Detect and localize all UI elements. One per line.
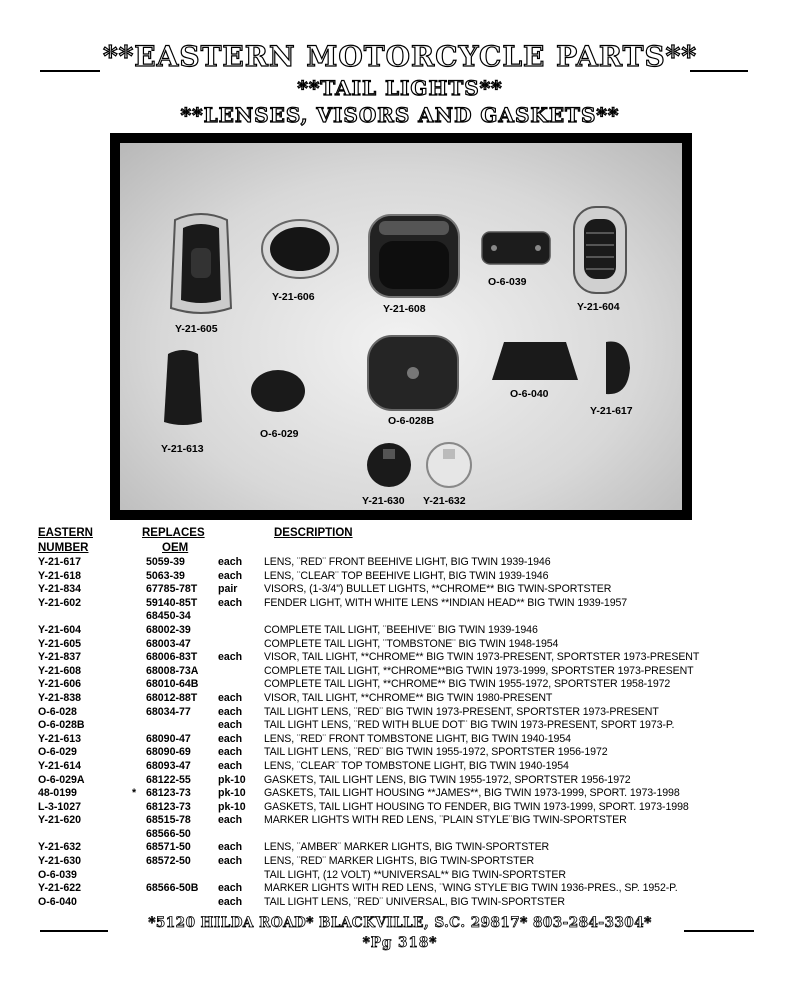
photo-label-y-21-617: Y-21-617 bbox=[590, 405, 633, 417]
part-flag bbox=[132, 869, 146, 883]
part-number: O-6-039 bbox=[38, 868, 77, 881]
table-row bbox=[38, 733, 699, 747]
table-row bbox=[38, 706, 699, 720]
table-row bbox=[38, 624, 699, 638]
oem-number: 68010-64B bbox=[146, 678, 199, 691]
part-number: Y-21-608 bbox=[38, 664, 81, 677]
oem-number: 68123-73 bbox=[146, 800, 191, 813]
unit bbox=[218, 828, 264, 842]
oem-number: 68093-47 bbox=[146, 759, 191, 772]
unit: each bbox=[218, 746, 243, 759]
part-number bbox=[38, 828, 132, 842]
part-flag bbox=[132, 855, 146, 869]
part-flag bbox=[132, 597, 146, 611]
photo-label-o-6-039: O-6-039 bbox=[488, 276, 527, 288]
part-number: Y-21-605 bbox=[38, 637, 81, 650]
part-flag bbox=[132, 719, 146, 733]
unit: each bbox=[218, 855, 243, 868]
part-flag bbox=[132, 624, 146, 638]
oem-number: 68450-34 bbox=[146, 610, 191, 623]
part-image-y-21-605 bbox=[165, 208, 237, 318]
part-number: Y-21-630 bbox=[38, 855, 81, 868]
part-flag bbox=[132, 678, 146, 692]
oem-number: 68566-50 bbox=[146, 827, 191, 840]
unit: each bbox=[218, 596, 243, 609]
part-flag bbox=[132, 556, 146, 570]
part-flag bbox=[132, 841, 146, 855]
part-image-y-21-606 bbox=[260, 218, 340, 280]
oem-number bbox=[146, 719, 218, 733]
footer-address: *5120 HILDA ROAD* BLACKVILLE, S.C. 29817* 803-284-3304* bbox=[148, 915, 652, 931]
unit: each bbox=[218, 719, 243, 732]
part-number: O-6-029A bbox=[38, 773, 85, 786]
unit: each bbox=[218, 895, 243, 908]
table-row bbox=[38, 719, 699, 733]
table-row bbox=[38, 801, 699, 815]
description: COMPLETE TAIL LIGHT, ¨BEEHIVE¨ BIG TWIN 1939-1946 bbox=[264, 623, 538, 636]
part-flag bbox=[132, 828, 146, 842]
oem-number: 68002-39 bbox=[146, 623, 191, 636]
oem-number: 68012-88T bbox=[146, 691, 198, 704]
part-flag bbox=[132, 651, 146, 665]
unit: pk-10 bbox=[218, 800, 246, 813]
part-number: O-6-028 bbox=[38, 705, 77, 718]
unit: each bbox=[218, 569, 243, 582]
photo-label-y-21-605: Y-21-605 bbox=[175, 323, 218, 335]
description: GASKETS, TAIL LIGHT LENS, BIG TWIN 1955-1972, SPORTSTER 1956-1972 bbox=[264, 773, 631, 786]
oem-number: 59140-85T bbox=[146, 596, 198, 609]
table-row bbox=[38, 597, 699, 611]
photo-label-y-21-604: Y-21-604 bbox=[577, 301, 620, 313]
col-header-oem-1: REPLACES bbox=[142, 527, 205, 539]
table-row bbox=[38, 814, 699, 828]
description: MARKER LIGHTS WITH RED LENS, ¨PLAIN STYLE¨BIG TWIN-SPORTSTER bbox=[264, 814, 627, 827]
unit bbox=[218, 610, 264, 624]
description: VISOR, TAIL LIGHT, **CHROME** BIG TWIN 1973-PRESENT, SPORTSTER 1973-PRESENT bbox=[264, 651, 700, 664]
unit: each bbox=[218, 732, 243, 745]
part-image-y-21-608 bbox=[365, 211, 463, 301]
col-header-oem-2: OEM bbox=[162, 542, 189, 554]
part-number: Y-21-838 bbox=[38, 691, 81, 704]
part-flag bbox=[132, 665, 146, 679]
photo-label-y-21-608: Y-21-608 bbox=[383, 303, 426, 315]
table-row bbox=[38, 760, 699, 774]
table-row bbox=[38, 896, 699, 910]
part-number: Y-21-614 bbox=[38, 759, 81, 772]
description: MARKER LIGHTS WITH RED LENS, ¨WING STYLE¨BIG TWIN 1936-PRES., SP. 1952-P. bbox=[264, 882, 678, 895]
part-flag bbox=[132, 638, 146, 652]
description: VISORS, (1-3/4") BULLET LIGHTS, **CHROME** BIG TWIN-SPORTSTER bbox=[264, 583, 612, 596]
table-row bbox=[38, 665, 699, 679]
table-row bbox=[38, 869, 699, 883]
description: COMPLETE TAIL LIGHT, **CHROME**BIG TWIN 1973-1999, SPORTSTER 1973-PRESENT bbox=[264, 664, 694, 677]
part-flag bbox=[132, 733, 146, 747]
oem-number bbox=[146, 869, 218, 883]
table-row bbox=[38, 774, 699, 788]
table-row bbox=[38, 651, 699, 665]
part-image-y-21-632 bbox=[425, 441, 473, 489]
unit: each bbox=[218, 705, 243, 718]
description: COMPLETE TAIL LIGHT, **CHROME** BIG TWIN 1955-1972, SPORTSTER 1958-1972 bbox=[264, 678, 671, 691]
oem-number: 68122-55 bbox=[146, 773, 191, 786]
unit: each bbox=[218, 556, 243, 568]
part-flag bbox=[132, 692, 146, 706]
oem-number: 68008-73A bbox=[146, 664, 199, 677]
photo-label-y-21-613: Y-21-613 bbox=[161, 443, 204, 455]
part-flag bbox=[132, 882, 146, 896]
oem-number bbox=[146, 896, 218, 910]
description bbox=[264, 610, 699, 624]
table-row bbox=[38, 583, 699, 597]
description: LENS, ¨CLEAR¨ TOP TOMBSTONE LIGHT, BIG TWIN 1940-1954 bbox=[264, 759, 569, 772]
table-row bbox=[38, 787, 699, 801]
oem-number: 68566-50B bbox=[146, 882, 199, 895]
col-header-number-1: EASTERN bbox=[38, 527, 93, 539]
photo-label-o-6-029: O-6-029 bbox=[260, 428, 299, 440]
description: COMPLETE TAIL LIGHT, ¨TOMBSTONE¨ BIG TWIN 1948-1954 bbox=[264, 637, 559, 650]
description: TAIL LIGHT LENS, ¨RED¨ UNIVERSAL, BIG TWIN-SPORTSTER bbox=[264, 895, 565, 908]
oem-number: 68571-50 bbox=[146, 841, 191, 854]
oem-number: 5059-39 bbox=[146, 556, 185, 568]
section-title: **TAIL LIGHTS** bbox=[297, 76, 503, 100]
part-number: Y-21-613 bbox=[38, 732, 81, 745]
description bbox=[264, 828, 699, 842]
part-flag: * bbox=[132, 787, 137, 800]
part-image-o-6-028b bbox=[365, 333, 461, 413]
table-row bbox=[38, 638, 699, 652]
oem-number: 68572-50 bbox=[146, 855, 191, 868]
description: LENS, ¨CLEAR¨ TOP BEEHIVE LIGHT, BIG TWIN 1939-1946 bbox=[264, 569, 549, 582]
unit: each bbox=[218, 882, 243, 895]
part-flag bbox=[132, 583, 146, 597]
oem-number: 68090-69 bbox=[146, 746, 191, 759]
table-row bbox=[38, 746, 699, 760]
part-image-y-21-604 bbox=[570, 203, 630, 297]
part-number: 48-0199 bbox=[38, 787, 77, 800]
part-number: Y-21-602 bbox=[38, 596, 81, 609]
part-image-o-6-039 bbox=[480, 228, 552, 268]
oem-number: 68515-78 bbox=[146, 814, 191, 827]
description: TAIL LIGHT LENS, ¨RED WITH BLUE DOT¨ BIG TWIN 1973-PRESENT, SPORT 1973-P. bbox=[264, 719, 675, 732]
description: GASKETS, TAIL LIGHT HOUSING TO FENDER, BIG TWIN 1973-1999, SPORT. 1973-1998 bbox=[264, 800, 689, 813]
unit: pair bbox=[218, 583, 238, 596]
description: TAIL LIGHT LENS, ¨RED¨ BIG TWIN 1955-1972, SPORTSTER 1956-1972 bbox=[264, 746, 608, 759]
part-number: Y-21-632 bbox=[38, 841, 81, 854]
description: TAIL LIGHT, (12 VOLT) **UNIVERSAL** BIG TWIN-SPORTSTER bbox=[264, 868, 566, 881]
table-row bbox=[38, 692, 699, 706]
part-image-y-21-617 bbox=[598, 338, 634, 398]
photo-label-o-6-028b: O-6-028B bbox=[388, 415, 435, 427]
part-flag bbox=[132, 706, 146, 720]
description: VISOR, TAIL LIGHT, **CHROME** BIG TWIN 1980-PRESENT bbox=[264, 691, 553, 704]
part-flag bbox=[132, 570, 146, 584]
description: LENS, ¨RED¨ MARKER LIGHTS, BIG TWIN-SPORTSTER bbox=[264, 855, 534, 868]
part-number: Y-21-617 bbox=[38, 556, 81, 568]
unit bbox=[218, 665, 264, 679]
table-row bbox=[38, 828, 699, 842]
part-number bbox=[38, 610, 132, 624]
table-row bbox=[38, 556, 699, 570]
part-number: O-6-040 bbox=[38, 895, 77, 908]
page-number: *Pg 318* bbox=[362, 935, 438, 951]
oem-number: 68006-83T bbox=[146, 651, 198, 664]
unit bbox=[218, 638, 264, 652]
oem-number: 67785-78T bbox=[146, 583, 198, 596]
unit: each bbox=[218, 691, 243, 704]
part-image-y-21-613 bbox=[160, 348, 206, 428]
table-row bbox=[38, 570, 699, 584]
part-flag bbox=[132, 746, 146, 760]
description: LENS, ¨RED¨ FRONT BEEHIVE LIGHT, BIG TWIN 1939-1946 bbox=[264, 556, 551, 568]
photo-label-y-21-606: Y-21-606 bbox=[272, 291, 315, 303]
part-image-y-21-630 bbox=[365, 441, 413, 489]
description: TAIL LIGHT LENS, ¨RED¨ BIG TWIN 1973-PRESENT, SPORTSTER 1973-PRESENT bbox=[264, 705, 659, 718]
unit bbox=[218, 869, 264, 883]
table-row bbox=[38, 841, 699, 855]
col-header-description: DESCRIPTION bbox=[274, 527, 353, 539]
part-image-o-6-040 bbox=[490, 338, 580, 384]
part-flag bbox=[132, 814, 146, 828]
unit: pk-10 bbox=[218, 787, 246, 800]
oem-number: 68034-77 bbox=[146, 705, 191, 718]
parts-table bbox=[38, 556, 699, 909]
table-row bbox=[38, 855, 699, 869]
product-photo bbox=[110, 133, 692, 520]
description: FENDER LIGHT, WITH WHITE LENS **INDIAN HEAD** BIG TWIN 1939-1957 bbox=[264, 596, 628, 609]
part-number: Y-21-604 bbox=[38, 623, 81, 636]
part-flag bbox=[132, 610, 146, 624]
part-number: Y-21-622 bbox=[38, 882, 81, 895]
part-number: Y-21-837 bbox=[38, 651, 81, 664]
page-title: **EASTERN MOTORCYCLE PARTS** bbox=[103, 40, 697, 73]
table-row bbox=[38, 882, 699, 896]
part-number: L-3-1027 bbox=[38, 800, 81, 813]
part-number: O-6-029 bbox=[38, 746, 77, 759]
unit: pk-10 bbox=[218, 773, 246, 786]
part-number: Y-21-834 bbox=[38, 583, 81, 596]
part-image-o-6-029 bbox=[250, 368, 306, 414]
part-number: Y-21-620 bbox=[38, 814, 81, 827]
oem-number: 5063-39 bbox=[146, 569, 185, 582]
unit: each bbox=[218, 759, 243, 772]
oem-number: 68090-47 bbox=[146, 732, 191, 745]
part-flag bbox=[132, 774, 146, 788]
unit: each bbox=[218, 651, 243, 664]
unit: each bbox=[218, 841, 243, 854]
part-number: Y-21-606 bbox=[38, 678, 81, 691]
description: LENS, ¨RED¨ FRONT TOMBSTONE LIGHT, BIG TWIN 1940-1954 bbox=[264, 732, 571, 745]
description: LENS, ¨AMBER¨ MARKER LIGHTS, BIG TWIN-SPORTSTER bbox=[264, 841, 550, 854]
oem-number: 68003-47 bbox=[146, 637, 191, 650]
table-row bbox=[38, 610, 699, 624]
description: GASKETS, TAIL LIGHT HOUSING **JAMES**, BIG TWIN 1973-1999, SPORT. 1973-1998 bbox=[264, 787, 680, 800]
part-number: Y-21-618 bbox=[38, 569, 81, 582]
part-flag bbox=[132, 801, 146, 815]
photo-label-y-21-630: Y-21-630 bbox=[362, 495, 405, 507]
unit: each bbox=[218, 814, 243, 827]
table-row bbox=[38, 678, 699, 692]
part-flag bbox=[132, 760, 146, 774]
part-flag bbox=[132, 896, 146, 910]
photo-label-o-6-040: O-6-040 bbox=[510, 388, 549, 400]
col-header-number-2: NUMBER bbox=[38, 542, 89, 554]
photo-label-y-21-632: Y-21-632 bbox=[423, 495, 466, 507]
part-number: O-6-028B bbox=[38, 719, 85, 732]
unit bbox=[218, 678, 264, 692]
oem-number: 68123-73 bbox=[146, 787, 191, 800]
unit bbox=[218, 624, 264, 638]
section-subtitle: **LENSES, VISORS AND GASKETS** bbox=[180, 103, 620, 127]
